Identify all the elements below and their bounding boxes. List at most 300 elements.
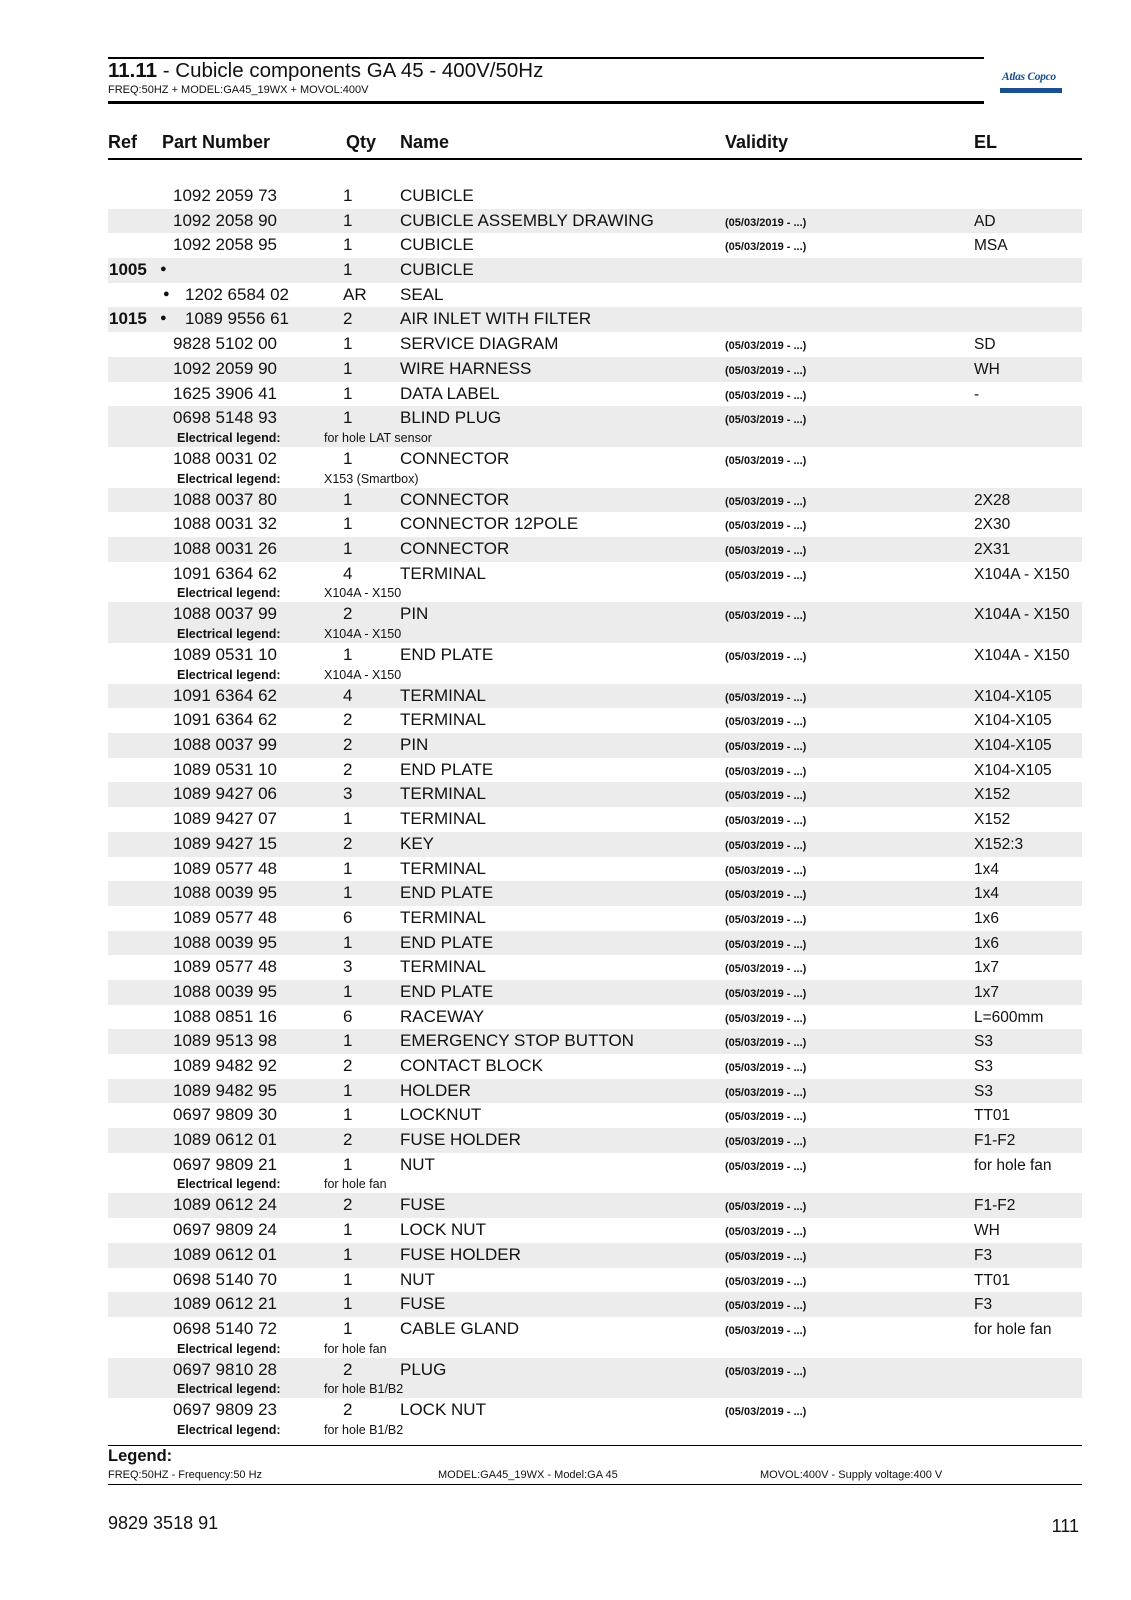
validity-cell: (05/03/2019 - ...)	[725, 1136, 807, 1149]
qty-cell: 1	[343, 489, 353, 509]
name-cell: RACEWAY	[400, 1006, 485, 1026]
table-row	[108, 357, 1082, 382]
electrical-legend-line	[108, 1342, 1082, 1358]
name-cell: TERMINAL	[400, 685, 486, 705]
table-row	[108, 1317, 1082, 1358]
part-number-cell: 1091 6364 62	[173, 685, 277, 705]
name-cell: CUBICLE	[400, 235, 474, 255]
validity-cell: (05/03/2019 - ...)	[725, 716, 807, 729]
el-cell: X104A - X150	[974, 606, 1070, 624]
el-cell: TT01	[974, 1107, 1011, 1125]
part-number-cell: 0698 5140 72	[173, 1318, 277, 1338]
table-row	[108, 184, 1082, 209]
part-number-cell: 1091 6364 62	[173, 563, 277, 583]
table-row-main-line	[108, 1398, 1082, 1423]
column-header-el: EL	[974, 132, 998, 152]
validity-cell: (05/03/2019 - ...)	[725, 889, 807, 902]
table-row-main-line	[108, 1054, 1082, 1079]
validity-cell: (05/03/2019 - ...)	[725, 1365, 807, 1378]
validity-cell: (05/03/2019 - ...)	[725, 454, 807, 467]
table-row	[108, 906, 1082, 931]
electrical-legend-text: for hole fan	[324, 1341, 387, 1356]
qty-cell: 1	[343, 645, 353, 664]
qty-cell: 1	[343, 383, 353, 403]
part-number-cell: 1202 6584 02	[185, 284, 289, 304]
table-row-main-line	[108, 447, 1082, 472]
part-number-cell: 1089 9427 07	[173, 809, 277, 829]
qty-cell: 1	[343, 932, 353, 952]
validity-cell: (05/03/2019 - ...)	[725, 340, 807, 353]
name-cell: CABLE GLAND	[400, 1318, 520, 1338]
electrical-legend-text: X104A - X150	[324, 627, 402, 641]
name-cell: TERMINAL	[400, 957, 486, 977]
qty-cell: 3	[343, 784, 353, 804]
qty-cell: 1	[343, 809, 353, 829]
name-cell: FUSE HOLDER	[400, 1244, 521, 1264]
name-cell: NUT	[400, 1269, 435, 1289]
table-row	[108, 1079, 1082, 1104]
part-number-cell: 1625 3906 41	[173, 383, 277, 403]
validity-cell: (05/03/2019 - ...)	[725, 651, 807, 663]
el-cell: 1x4	[974, 885, 999, 903]
qty-cell: 1	[343, 883, 353, 903]
table-row-main-line	[108, 258, 1082, 283]
qty-cell: 2	[343, 604, 353, 624]
name-cell: LOCK NUT	[400, 1220, 486, 1240]
part-number-cell: 1089 9482 95	[173, 1080, 277, 1100]
page-number: 111	[1051, 1516, 1079, 1536]
name-cell: TERMINAL	[400, 710, 486, 730]
table-row	[108, 233, 1082, 258]
column-header-part-number: Part Number	[162, 132, 271, 152]
part-number-cell: 1088 0031 32	[173, 514, 277, 534]
qty-cell: 2	[343, 833, 353, 853]
table-row-main-line	[108, 512, 1082, 537]
table-row-main-line	[108, 857, 1082, 882]
part-number-cell: 0697 9809 23	[173, 1400, 277, 1420]
validity-cell: (05/03/2019 - ...)	[725, 765, 807, 778]
logo-bar	[1000, 88, 1062, 93]
table-row-main-line	[108, 807, 1082, 832]
table-row-main-line	[108, 1243, 1082, 1268]
part-number-cell: 0697 9809 30	[173, 1105, 277, 1125]
bullet-icon: ●	[160, 263, 167, 276]
name-cell: SEAL	[400, 284, 444, 304]
qty-cell: 1	[343, 1031, 353, 1051]
el-cell: F1-F2	[974, 1197, 1016, 1215]
validity-cell: (05/03/2019 - ...)	[725, 741, 807, 754]
table-row-main-line	[108, 1292, 1082, 1317]
validity-cell: (05/03/2019 - ...)	[725, 864, 807, 877]
validity-cell: (05/03/2019 - ...)	[725, 216, 807, 229]
table-row	[108, 332, 1082, 357]
el-cell: 1x7	[974, 983, 999, 1001]
table-row-main-line	[108, 684, 1082, 709]
qty-cell: 1	[343, 1244, 353, 1264]
table-row	[108, 857, 1082, 882]
el-cell: for hole fan	[974, 1156, 1052, 1174]
electrical-legend-text: for hole B1/B2	[324, 1422, 404, 1437]
el-cell: WH	[974, 1222, 1000, 1240]
table-row	[108, 1218, 1082, 1243]
validity-cell: (05/03/2019 - ...)	[725, 691, 807, 704]
qty-cell: AR	[343, 284, 367, 304]
el-cell: SD	[974, 336, 996, 354]
validity-cell: (05/03/2019 - ...)	[725, 938, 807, 951]
validity-cell: (05/03/2019 - ...)	[725, 1086, 807, 1099]
table-row	[108, 1128, 1082, 1153]
table-row	[108, 307, 1082, 332]
legend-item-movol: MOVOL:400V - Supply voltage:400 V	[760, 1469, 943, 1481]
part-number-cell: 1088 0037 99	[173, 604, 277, 624]
name-cell: FUSE HOLDER	[400, 1130, 521, 1150]
electrical-legend-text: for hole LAT sensor	[324, 430, 432, 445]
name-cell: SERVICE DIAGRAM	[400, 334, 559, 354]
name-cell: EMERGENCY STOP BUTTON	[400, 1031, 634, 1051]
validity-cell: (05/03/2019 - ...)	[725, 1062, 807, 1074]
table-row	[108, 562, 1082, 603]
qty-cell: 1	[343, 408, 353, 428]
el-cell: F1-F2	[974, 1132, 1016, 1150]
qty-cell: 1	[343, 1080, 353, 1100]
validity-cell: (05/03/2019 - ...)	[725, 520, 807, 533]
part-number-cell: 1088 0039 95	[173, 981, 277, 1001]
validity-cell: (05/03/2019 - ...)	[725, 569, 807, 582]
table-row-main-line	[108, 643, 1082, 668]
part-number-cell: 0697 9809 21	[173, 1154, 277, 1174]
electrical-legend-line	[108, 1382, 1082, 1398]
electrical-legend-label: Electrical legend:	[177, 471, 281, 486]
el-cell: X104-X105	[974, 687, 1052, 705]
validity-cell: (05/03/2019 - ...)	[725, 913, 807, 926]
part-number-cell: 0697 9810 28	[173, 1359, 277, 1379]
part-number-cell: 0698 5148 93	[173, 408, 277, 428]
legend-rule-bottom	[108, 1484, 1082, 1485]
qty-cell: 1	[343, 858, 353, 878]
qty-cell: 1	[343, 1294, 353, 1314]
ref-cell: 1015	[109, 309, 147, 329]
name-cell: NUT	[400, 1154, 435, 1174]
part-number-cell: 1092 2059 90	[173, 358, 277, 378]
name-cell: AIR INLET WITH FILTER	[400, 309, 592, 329]
name-cell: CUBICLE	[400, 186, 474, 205]
part-number-cell: 1089 9482 92	[173, 1056, 277, 1075]
el-cell: X104A - X150	[974, 565, 1070, 583]
electrical-legend-label: Electrical legend:	[177, 586, 281, 601]
table-row	[108, 537, 1082, 562]
validity-cell: (05/03/2019 - ...)	[725, 963, 807, 976]
part-number-cell: 1088 0039 95	[173, 932, 277, 952]
table-row	[108, 832, 1082, 857]
table-row-main-line	[108, 832, 1082, 857]
table-row	[108, 807, 1082, 832]
table-row-main-line	[108, 1218, 1082, 1243]
table-row-main-line	[108, 931, 1082, 956]
qty-cell: 4	[343, 685, 353, 705]
part-number-cell: 1089 0577 48	[173, 858, 277, 878]
el-cell: TT01	[974, 1271, 1011, 1289]
name-cell: LOCK NUT	[400, 1400, 486, 1420]
el-cell: X104-X105	[974, 712, 1052, 730]
part-number-cell: 1089 9427 06	[173, 784, 277, 804]
electrical-legend-label: Electrical legend:	[177, 1177, 281, 1192]
part-number-cell: 1089 0612 21	[173, 1294, 277, 1314]
table-row-main-line	[108, 184, 1082, 209]
el-cell: X104-X105	[974, 761, 1052, 779]
name-cell: CUBICLE ASSEMBLY DRAWING	[400, 210, 654, 230]
validity-cell: (05/03/2019 - ...)	[725, 987, 807, 1000]
column-header-qty: Qty	[346, 132, 377, 152]
table-row-main-line	[108, 1005, 1082, 1030]
part-number-cell: 1089 0531 10	[173, 759, 277, 779]
name-cell: TERMINAL	[400, 858, 486, 878]
qty-cell: 2	[343, 710, 353, 730]
table-row	[108, 1268, 1082, 1293]
section-number: 11.11	[108, 59, 158, 82]
qty-cell: 2	[343, 759, 353, 779]
part-number-cell: 1091 6364 62	[173, 710, 277, 730]
name-cell: TERMINAL	[400, 809, 486, 829]
electrical-legend-text: for hole B1/B2	[324, 1382, 404, 1397]
table-row	[108, 447, 1082, 488]
qty-cell: 2	[343, 1056, 353, 1075]
table-row-main-line	[108, 382, 1082, 407]
table-row-main-line	[108, 209, 1082, 234]
name-cell: PIN	[400, 604, 429, 624]
name-cell: KEY	[400, 833, 435, 853]
qty-cell: 2	[343, 309, 353, 329]
table-row-main-line	[108, 1079, 1082, 1104]
qty-cell: 2	[343, 1400, 353, 1420]
name-cell: CONNECTOR	[400, 448, 510, 468]
name-cell: BLIND PLUG	[400, 408, 502, 428]
column-header-validity: Validity	[725, 132, 789, 152]
electrical-legend-line	[108, 472, 1082, 488]
qty-cell: 1	[343, 1154, 353, 1174]
name-cell: TERMINAL	[400, 907, 486, 927]
part-number-cell: 1088 0031 26	[173, 538, 277, 558]
electrical-legend-label: Electrical legend:	[177, 1341, 281, 1356]
validity-cell: (05/03/2019 - ...)	[725, 1324, 807, 1337]
el-cell: S3	[974, 1082, 993, 1100]
table-row	[108, 602, 1082, 643]
name-cell: FUSE	[400, 1195, 446, 1215]
name-cell: CONNECTOR 12POLE	[400, 514, 579, 534]
qty-cell: 1	[343, 981, 353, 1001]
electrical-legend-text: X153 (Smartbox)	[324, 471, 419, 486]
validity-cell: (05/03/2019 - ...)	[725, 1300, 807, 1313]
qty-cell: 1	[343, 538, 353, 558]
table-row-main-line	[108, 537, 1082, 562]
table-row-main-line	[108, 307, 1082, 332]
table-row-main-line	[108, 1193, 1082, 1218]
qty-cell: 3	[343, 957, 353, 977]
qty-cell: 1	[343, 1269, 353, 1289]
legend-title: Legend:	[108, 1447, 173, 1465]
table-row	[108, 382, 1082, 407]
qty-cell: 1	[343, 1105, 353, 1125]
qty-cell: 4	[343, 563, 353, 583]
el-cell: F3	[974, 1246, 993, 1264]
table-row-main-line	[108, 906, 1082, 931]
validity-cell: (05/03/2019 - ...)	[725, 364, 807, 377]
part-number-cell: 1088 0037 99	[173, 735, 277, 755]
electrical-legend-text: X104A - X150	[324, 586, 402, 601]
part-number-cell: 1089 0577 48	[173, 907, 277, 927]
validity-cell: (05/03/2019 - ...)	[725, 839, 807, 852]
section-title: - Cubicle components GA 45 - 400V/50Hz	[157, 59, 544, 82]
electrical-legend-text: X104A - X150	[324, 667, 402, 682]
validity-cell: (05/03/2019 - ...)	[725, 1250, 807, 1263]
electrical-legend-label: Electrical legend:	[177, 1422, 281, 1437]
validity-cell: (05/03/2019 - ...)	[725, 1037, 807, 1050]
part-number-cell: 1089 0612 01	[173, 1244, 277, 1264]
name-cell: END PLATE	[400, 883, 494, 903]
table-row-main-line	[108, 233, 1082, 258]
ref-cell: 1005	[109, 260, 147, 280]
part-number-cell: 1088 0039 95	[173, 883, 277, 903]
table-row	[108, 643, 1082, 684]
el-cell: for hole fan	[974, 1320, 1052, 1338]
part-number-cell: 1088 0037 80	[173, 489, 277, 509]
el-cell: S3	[974, 1058, 993, 1075]
name-cell: LOCKNUT	[400, 1105, 482, 1125]
validity-cell: (05/03/2019 - ...)	[725, 1012, 807, 1025]
part-number-cell: 1089 0612 24	[173, 1195, 277, 1215]
validity-cell: (05/03/2019 - ...)	[725, 1226, 807, 1239]
validity-cell: (05/03/2019 - ...)	[725, 815, 807, 828]
name-cell: TERMINAL	[400, 784, 486, 804]
name-cell: CONNECTOR	[400, 489, 510, 509]
validity-cell: (05/03/2019 - ...)	[725, 1406, 807, 1419]
name-cell: DATA LABEL	[400, 383, 500, 403]
part-number-cell: 1092 2059 73	[173, 186, 277, 205]
qty-cell: 2	[343, 735, 353, 755]
part-number-cell: 1089 9427 15	[173, 833, 277, 853]
table-row-main-line	[108, 1029, 1082, 1054]
table-row	[108, 406, 1082, 447]
table-row-main-line	[108, 955, 1082, 980]
name-cell: END PLATE	[400, 759, 494, 779]
table-row	[108, 1054, 1082, 1079]
table-row	[108, 1103, 1082, 1128]
el-cell: 1x4	[974, 860, 999, 878]
name-cell: TERMINAL	[400, 563, 486, 583]
part-number-cell: 0697 9809 24	[173, 1220, 277, 1240]
validity-cell: (05/03/2019 - ...)	[725, 610, 807, 623]
table-row	[108, 1005, 1082, 1030]
part-number-cell: 1089 9513 98	[173, 1031, 277, 1051]
electrical-legend-line	[108, 1177, 1082, 1193]
table-row-main-line	[108, 980, 1082, 1005]
electrical-legend-line	[108, 586, 1082, 602]
name-cell: CONNECTOR	[400, 538, 510, 558]
table-row	[108, 1358, 1082, 1399]
qty-cell: 2	[343, 1195, 353, 1215]
table-row	[108, 258, 1082, 283]
el-cell: 2X30	[974, 516, 1011, 534]
name-cell: CONTACT BLOCK	[400, 1056, 543, 1075]
bullet-icon: ●	[163, 287, 170, 300]
table-row	[108, 283, 1082, 308]
name-cell: WIRE HARNESS	[400, 358, 532, 378]
legend-item-freq: FREQ:50HZ - Frequency:50 Hz	[108, 1469, 263, 1481]
table-row	[108, 209, 1082, 234]
table-row-main-line	[108, 357, 1082, 382]
table-row	[108, 488, 1082, 513]
table-row	[108, 980, 1082, 1005]
qty-cell: 6	[343, 1006, 353, 1026]
table-row	[108, 782, 1082, 807]
validity-cell: (05/03/2019 - ...)	[725, 495, 807, 508]
column-header-ref: Ref	[108, 132, 138, 152]
table-row	[108, 1029, 1082, 1054]
qty-cell: 2	[343, 1359, 353, 1379]
table-row	[108, 955, 1082, 980]
qty-cell: 1	[343, 1318, 353, 1338]
table-row	[108, 708, 1082, 733]
name-cell: PLUG	[400, 1359, 447, 1379]
table-row	[108, 881, 1082, 906]
part-number-cell: 1088 0851 16	[173, 1006, 277, 1026]
qty-cell: 6	[343, 907, 353, 927]
part-number-cell: 1089 0577 48	[173, 957, 277, 977]
el-cell: 1x6	[974, 909, 999, 927]
el-cell: F3	[974, 1296, 993, 1314]
table-row-main-line	[108, 1103, 1082, 1128]
electrical-legend-line	[108, 1423, 1082, 1439]
el-cell: X104A - X150	[974, 647, 1070, 664]
table-row	[108, 1153, 1082, 1194]
name-cell: END PLATE	[400, 645, 494, 664]
qty-cell: 1	[343, 334, 353, 354]
electrical-legend-label: Electrical legend:	[177, 1382, 281, 1397]
bullet-icon: ●	[160, 312, 167, 325]
qty-cell: 1	[343, 514, 353, 534]
table-row-main-line	[108, 406, 1082, 431]
name-cell: PIN	[400, 735, 429, 755]
electrical-legend-label: Electrical legend:	[177, 430, 281, 445]
el-cell: 1x6	[974, 934, 999, 952]
table-row	[108, 733, 1082, 758]
header-rule-bottom	[108, 101, 984, 104]
name-cell: HOLDER	[400, 1080, 471, 1100]
el-cell: 2X28	[974, 491, 1011, 509]
table-row-main-line	[108, 332, 1082, 357]
table-row-main-line	[108, 488, 1082, 513]
table-row-main-line	[108, 602, 1082, 627]
el-cell: S3	[974, 1033, 993, 1051]
el-cell: 1x7	[974, 959, 999, 977]
part-number-cell: 1089 9556 61	[185, 309, 289, 329]
table-row	[108, 758, 1082, 783]
parts-table	[108, 184, 1082, 1439]
validity-cell: (05/03/2019 - ...)	[725, 1111, 807, 1124]
table-row	[108, 1292, 1082, 1317]
qty-cell: 1	[343, 260, 353, 280]
el-cell: 2X31	[974, 540, 1011, 558]
part-number-cell: 1089 0612 01	[173, 1130, 277, 1150]
validity-cell: (05/03/2019 - ...)	[725, 1275, 807, 1288]
validity-cell: (05/03/2019 - ...)	[725, 1160, 807, 1173]
el-cell: L=600mm	[974, 1008, 1044, 1026]
table-row-main-line	[108, 758, 1082, 783]
name-cell: FUSE	[400, 1294, 446, 1314]
table-row-main-line	[108, 733, 1082, 758]
table-row-main-line	[108, 283, 1082, 308]
part-number-cell: 1092 2058 90	[173, 210, 277, 230]
table-row-main-line	[108, 562, 1082, 587]
